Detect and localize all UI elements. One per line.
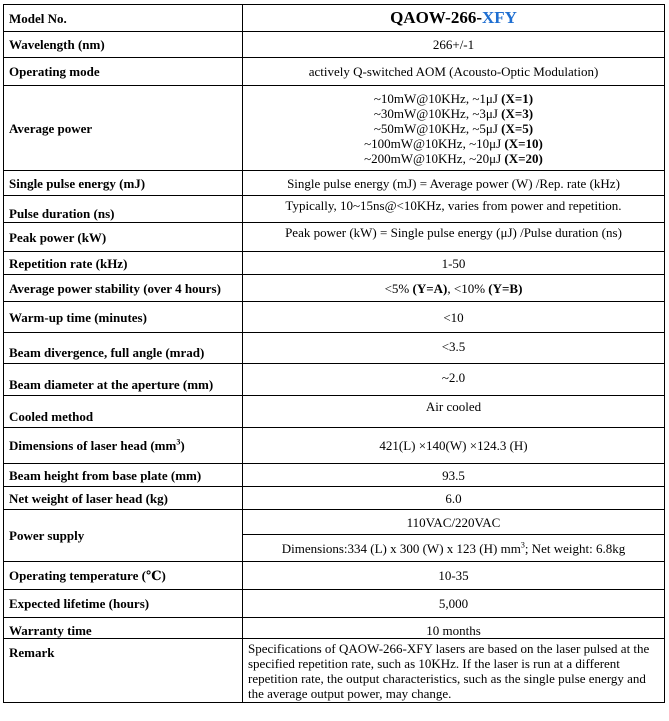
row-wavelength xyxy=(4,32,665,58)
peak-power-label: Peak power (kW) xyxy=(4,223,243,252)
row-average-power xyxy=(4,86,665,171)
single-pulse-energy-label: Single pulse energy (mJ) xyxy=(4,171,243,196)
row-beam-height xyxy=(4,464,665,487)
operating-temp-label: Operating temperature (℃) xyxy=(4,562,243,590)
single-pulse-energy-value: Single pulse energy (mJ) = Average power (W) /Rep. rate (kHz) xyxy=(243,171,665,196)
remark-label: Remark xyxy=(4,639,243,703)
row-warm-up xyxy=(4,302,665,333)
average-power-label: Average power xyxy=(4,86,243,171)
repetition-rate-value: 1-50 xyxy=(243,252,665,275)
average-power-line: ~10mW@10KHz, ~1μJ (X=1) xyxy=(373,90,534,106)
row-remark xyxy=(4,639,665,703)
cooled-method-value: Air cooled xyxy=(243,396,665,428)
pulse-duration-value: Typically, 10~15ns@<10KHz, varies from power and repetition. xyxy=(243,196,665,223)
lifetime-value: 5,000 xyxy=(243,590,665,618)
lifetime-label: Expected lifetime (hours) xyxy=(4,590,243,618)
power-supply-label: Power supply xyxy=(4,510,243,562)
dimensions-head-value: 421(L) ×140(W) ×124.3 (H) xyxy=(243,428,665,464)
cooled-method-label: Cooled method xyxy=(4,396,243,428)
pulse-duration-label: Pulse duration (ns) xyxy=(4,196,243,223)
average-power-line: ~200mW@10KHz, ~20μJ (X=20) xyxy=(364,150,543,166)
row-operating-mode xyxy=(4,58,665,86)
model-label: Model No. xyxy=(4,5,243,32)
row-power-stability xyxy=(4,275,665,302)
beam-height-value: 93.5 xyxy=(243,464,665,487)
peak-power-value: Peak power (kW) = Single pulse energy (μJ) /Pulse duration (ns) xyxy=(243,223,665,252)
model-value-accent: XFY xyxy=(481,8,517,27)
operating-mode-value: actively Q-switched AOM (Acousto-Optic Modulation) xyxy=(243,58,665,86)
average-power-line: ~100mW@10KHz, ~10μJ (X=10) xyxy=(364,135,543,151)
row-model xyxy=(4,5,665,32)
operating-mode-label: Operating mode xyxy=(4,58,243,86)
row-divergence xyxy=(4,333,665,364)
spec-table xyxy=(3,4,665,703)
repetition-rate-label: Repetition rate (kHz) xyxy=(4,252,243,275)
power-stability-value: <5% (Y=A), <10% (Y=B) xyxy=(243,275,665,302)
warm-up-label: Warm-up time (minutes) xyxy=(4,302,243,333)
divergence-label: Beam divergence, full angle (mrad) xyxy=(4,333,243,364)
row-repetition-rate xyxy=(4,252,665,275)
average-power-value xyxy=(243,86,665,171)
average-power-line: ~50mW@10KHz, ~5μJ (X=5) xyxy=(373,120,534,136)
row-operating-temp xyxy=(4,562,665,590)
power-stability-label: Average power stability (over 4 hours) xyxy=(4,275,243,302)
warranty-label: Warranty time xyxy=(4,618,243,639)
beam-diameter-label: Beam diameter at the aperture (mm) xyxy=(4,364,243,396)
model-value-prefix: QAOW-266- xyxy=(390,8,482,27)
row-pulse-duration xyxy=(4,196,665,223)
average-power-line: ~30mW@10KHz, ~3μJ (X=3) xyxy=(373,105,534,121)
row-single-pulse-energy xyxy=(4,171,665,196)
model-value xyxy=(243,5,665,32)
row-power-supply xyxy=(4,510,665,535)
row-lifetime xyxy=(4,590,665,618)
beam-height-label: Beam height from base plate (mm) xyxy=(4,464,243,487)
row-net-weight xyxy=(4,487,665,510)
row-warranty xyxy=(4,618,665,639)
wavelength-value: 266+/-1 xyxy=(243,32,665,58)
row-cooled-method xyxy=(4,396,665,428)
operating-temp-value: 10-35 xyxy=(243,562,665,590)
net-weight-label: Net weight of laser head (kg) xyxy=(4,487,243,510)
wavelength-label: Wavelength (nm) xyxy=(4,32,243,58)
beam-diameter-value: ~2.0 xyxy=(243,364,665,396)
row-beam-diameter xyxy=(4,364,665,396)
row-peak-power xyxy=(4,223,665,252)
net-weight-value: 6.0 xyxy=(243,487,665,510)
row-dimensions-head xyxy=(4,428,665,464)
divergence-value: <3.5 xyxy=(243,333,665,364)
warm-up-value: <10 xyxy=(243,302,665,333)
power-supply-dimensions: Dimensions:334 (L) x 300 (W) x 123 (H) $mm^3$; Net weight: 6.8kg xyxy=(243,535,665,562)
power-supply-voltage: 110VAC/220VAC xyxy=(243,510,665,535)
warranty-value: 10 months xyxy=(243,618,665,639)
remark-value: Specifications of QAOW-266-XFY lasers are based on the laser pulsed at the specified repetition rate, such as 10KHz. If the laser is run at a different repetition rate, the output characteristics, such as the single pulse energy and the average output power, may change. xyxy=(243,639,665,703)
dimensions-head-label: Dimensions of laser head $(mm^3)$ xyxy=(4,428,243,464)
